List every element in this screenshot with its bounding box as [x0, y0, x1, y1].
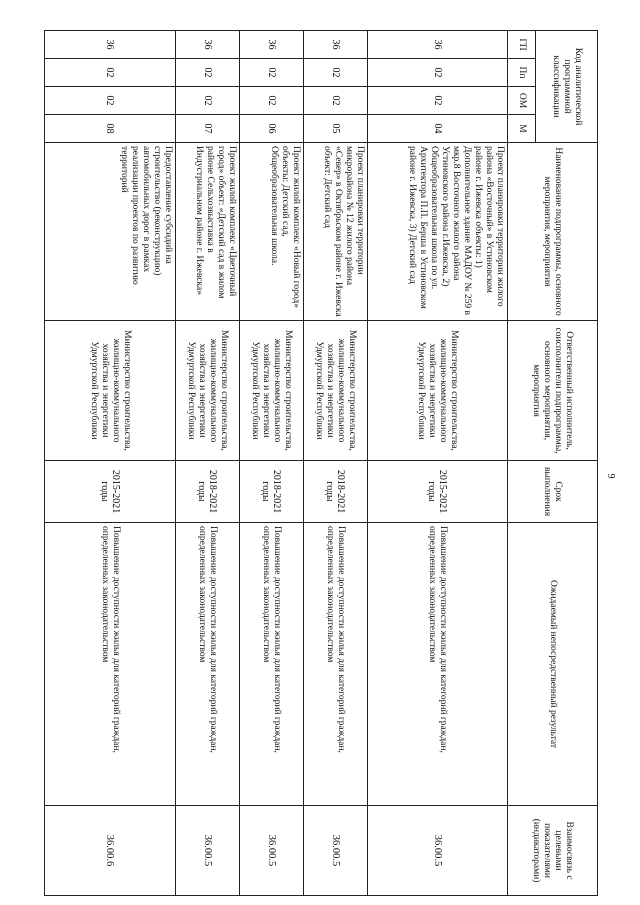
cell-name: Проект жилой комплекс «Цветочный город» объект: «Детский сад в жилом районе Сельхозвыставка в Индустриальном районе г. Ижевска»	[176, 143, 240, 321]
cell-gp: 36	[304, 31, 368, 59]
program-table	[44, 30, 598, 896]
code-header-om: ОМ	[508, 87, 536, 115]
cell-pp: 02	[176, 59, 240, 87]
cell-responsible: Министерство строительства, жилищно-коммунального хозяйства и энергетики Удмуртской Республики	[45, 321, 176, 461]
cell-term: 2015-2021 годы	[45, 461, 176, 523]
cell-om: 02	[368, 87, 508, 115]
cell-m: 08	[45, 115, 176, 143]
cell-gp: 36	[240, 31, 304, 59]
cell-om: 02	[45, 87, 176, 115]
cell-responsible: Министерство строительства, жилищно-коммунального хозяйства и энергетики Удмуртской Республики	[304, 321, 368, 461]
cell-name: Предоставление субсидий на строительство (реконструкцию) автомобильных дорог в рамках реализации проектов по развитию территорий	[45, 143, 176, 321]
table-row	[240, 31, 304, 896]
cell-gp: 36	[176, 31, 240, 59]
cell-result: Повышение доступности жилья для категорий граждан, определенных законодательством	[368, 523, 508, 806]
table-row	[176, 31, 240, 896]
cell-m: 05	[304, 115, 368, 143]
table-row	[304, 31, 368, 896]
cell-gp: 36	[45, 31, 176, 59]
cell-indicator: 36.00.5	[176, 806, 240, 896]
cell-indicator: 36.00.6	[45, 806, 176, 896]
term-header: Срок выполнения	[508, 461, 598, 523]
cell-name: Проект планировки территории микрорайона № 12 жилого района «Север» в Октябрьском районе г. Ижевска объект: Детский сад	[304, 143, 368, 321]
cell-result: Повышение доступности жилья для категорий граждан, определенных законодательством	[45, 523, 176, 806]
cell-indicator: 36.00.5	[240, 806, 304, 896]
cell-m: 07	[176, 115, 240, 143]
code-header-m: М	[508, 115, 536, 143]
cell-result: Повышение доступности жилья для категорий граждан, определенных законодательством	[240, 523, 304, 806]
page-number: 9	[605, 473, 616, 479]
cell-pp: 02	[368, 59, 508, 87]
code-group-header: Код аналитической программной классификации	[536, 31, 598, 143]
cell-indicator: 36.00.5	[368, 806, 508, 896]
cell-pp: 02	[240, 59, 304, 87]
cell-term: 2018-2021 годы	[304, 461, 368, 523]
cell-pp: 02	[304, 59, 368, 87]
cell-term: 2015-2021 годы	[368, 461, 508, 523]
cell-name: Проект жилой комплекс «Новый город» объекты: Детский сад, Общеобразовательная школа.	[240, 143, 304, 321]
header-row-1	[536, 31, 598, 896]
cell-gp: 36	[368, 31, 508, 59]
cell-pp: 02	[45, 59, 176, 87]
table-row	[368, 31, 508, 896]
cell-indicator: 36.00.5	[304, 806, 368, 896]
rotated-table-sheet	[45, 30, 620, 895]
cell-term: 2018-2021 годы	[176, 461, 240, 523]
name-header: Наименование подпрограммы, основного мероприятия, мероприятия	[508, 143, 598, 321]
cell-m: 06	[240, 115, 304, 143]
cell-result: Повышение доступности жилья для категорий граждан, определенных законодательством	[304, 523, 368, 806]
code-header-pp: Пп	[508, 59, 536, 87]
cell-responsible: Министерство строительства, жилищно-коммунального хозяйства и энергетики Удмуртской Республики	[240, 321, 304, 461]
indicators-header: Взаимосвязь с целевыми показателями (индикаторами)	[508, 806, 598, 896]
code-header-gp: ГП	[508, 31, 536, 59]
cell-m: 04	[368, 115, 508, 143]
cell-om: 02	[176, 87, 240, 115]
cell-term: 2018-2021 годы	[240, 461, 304, 523]
table-row	[45, 31, 176, 896]
cell-name: Проект планировки территории жилого района «Восточный» в Устиновском районе г. Ижевска объекты: 1) Дополнительное здание МАДОУ № 259 в мкр.8 Восточного жилого района Устиновского района г.Ижевска, 2) Общеобразовательная школа по ул. Архитектора П.П. Берша в Устиновском районе г. Ижевска, 3) Детский сад	[368, 143, 508, 321]
result-header: Ожидаемый непосредственный результат	[508, 523, 598, 806]
responsible-header: Ответственный исполнитель, соисполнители подпрограммы, основного мероприятия, мероприятия	[508, 321, 598, 461]
cell-responsible: Министерство строительства, жилищно-коммунального хозяйства и энергетики Удмуртской Республики	[368, 321, 508, 461]
cell-om: 02	[304, 87, 368, 115]
cell-om: 02	[240, 87, 304, 115]
cell-responsible: Министерство строительства, жилищно-коммунального хозяйства и энергетики Удмуртской Республики	[176, 321, 240, 461]
cell-result: Повышение доступности жилья для категорий граждан, определенных законодательством	[176, 523, 240, 806]
